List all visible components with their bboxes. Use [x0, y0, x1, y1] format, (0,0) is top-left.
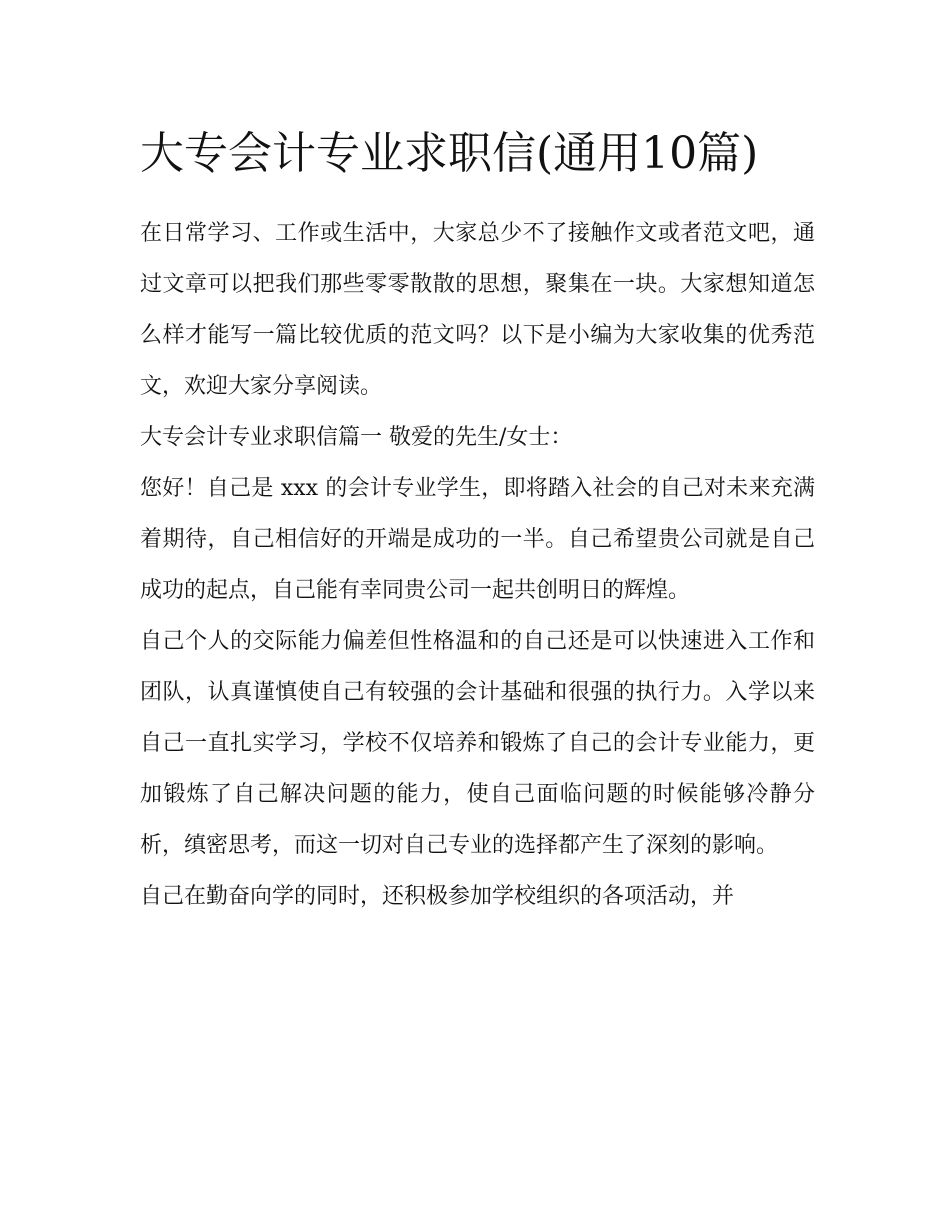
letter-paragraph: 自己在勤奋向学的同时，还积极参加学校组织的各项活动，并	[140, 884, 735, 909]
document-body	[140, 114, 815, 922]
document-title: 大专会计专业求职信(通用10篇)	[140, 128, 759, 179]
letter-paragraph: 自己个人的交际能力偏差但性格温和的自己还是可以快速进入工作和团队，认真谨慎使自己有较强的会计基础和很强的执行力。入学以来自己一直扎实学习，学校不仅培养和锻炼了自己的会计专业能力，更加锻炼了自己解决问题的能力，使自己面临问题的时候能够冷静分析，缜密思考，而这一切对自己专业的选择都产生了深刻的影响。	[140, 629, 815, 858]
letter-heading-salutation: 大专会计专业求职信篇一 敬爱的先生/女士：	[140, 425, 573, 450]
letter-paragraph: 您好！自己是 xxx 的会计专业学生，即将踏入社会的自己对未来充满着期待，自己相信好的开端是成功的一半。自己希望贵公司就是自己成功的起点，自己能有幸同贵公司一起共创明日的辉煌。	[140, 476, 815, 603]
intro-paragraph: 在日常学习、工作或生活中，大家总少不了接触作文或者范文吧，通过文章可以把我们那些零零散散的思想，聚集在一块。大家想知道怎么样才能写一篇比较优质的范文吗？以下是小编为大家收集的优秀范文，欢迎大家分享阅读。	[140, 221, 815, 399]
